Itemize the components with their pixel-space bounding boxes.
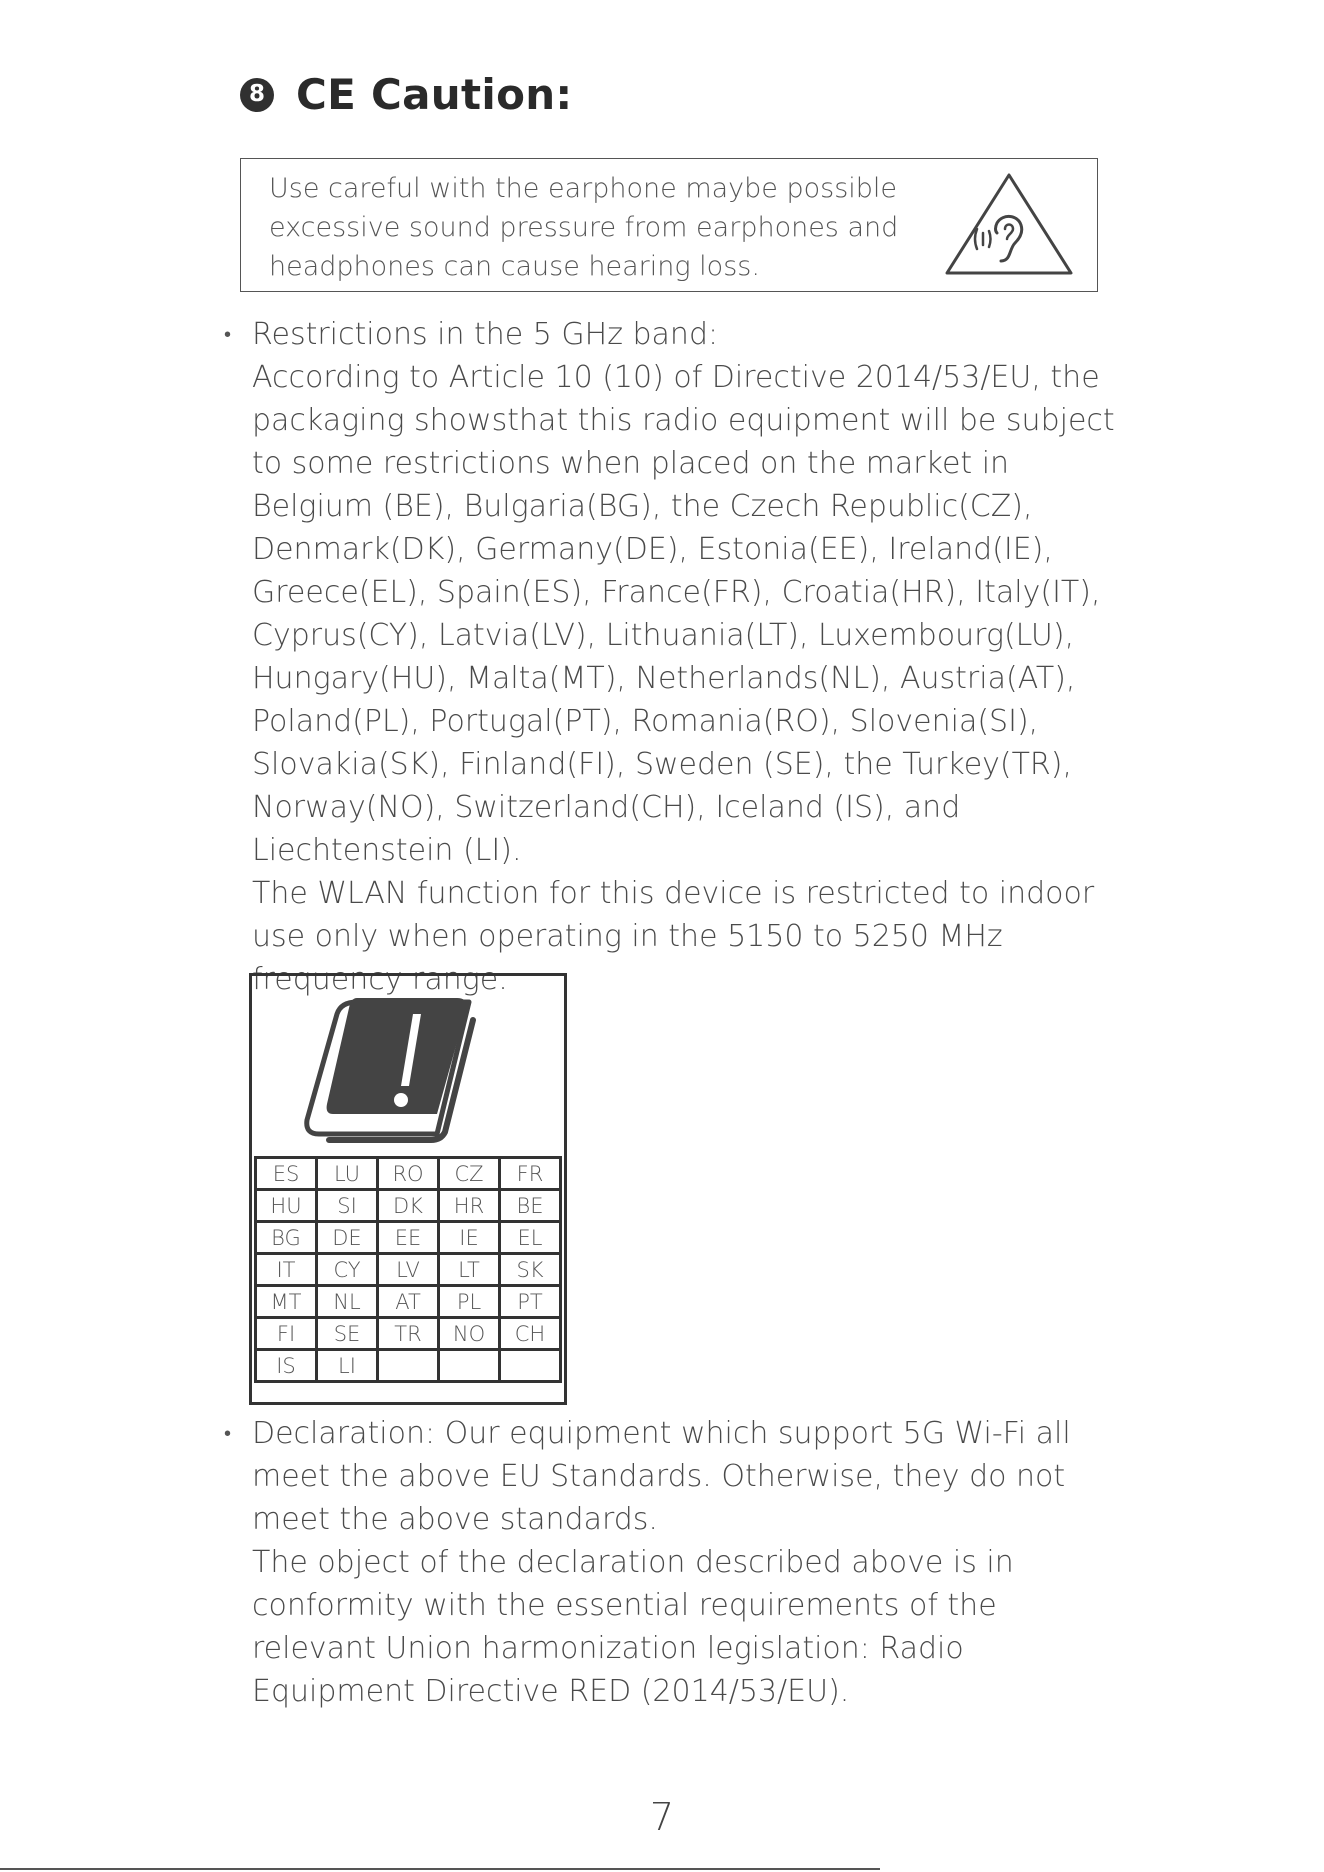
declaration-section: [224, 1412, 1124, 1713]
country-code-cell: MT: [256, 1286, 317, 1318]
warning-book-icon: [297, 984, 507, 1144]
declaration-paragraph: Declaration: Our equipment which support 5G Wi-Fi all meet the above EU Standards. Otherwise, they do not meet the above standards.: [252, 1416, 1071, 1537]
country-restriction-mark: [249, 973, 567, 1405]
section-number-badge: 8: [240, 78, 274, 112]
country-code-cell: HU: [256, 1190, 317, 1222]
section-title: CE Caution:: [296, 70, 573, 119]
country-code-cell: CY: [317, 1254, 378, 1286]
country-code-cell: IE: [439, 1222, 500, 1254]
restrictions-section: [224, 313, 1124, 1001]
bullet: •: [224, 1421, 232, 1445]
country-code-cell: SI: [317, 1190, 378, 1222]
country-code-cell: AT: [378, 1286, 439, 1318]
country-code-cell: BE: [500, 1190, 561, 1222]
country-code-cell: DE: [317, 1222, 378, 1254]
country-code-cell: ES: [256, 1158, 317, 1190]
caution-line: Use careful with the earphone maybe possible: [269, 173, 898, 204]
country-code-cell: RO: [378, 1158, 439, 1190]
country-code-cell: PT: [500, 1286, 561, 1318]
table-row: [256, 1158, 561, 1190]
table-row: [256, 1286, 561, 1318]
table-row: [256, 1190, 561, 1222]
country-code-cell: [378, 1350, 439, 1382]
country-code-cell: CH: [500, 1318, 561, 1350]
table-row: [256, 1222, 561, 1254]
country-code-cell: CZ: [439, 1158, 500, 1190]
country-code-cell: LI: [317, 1350, 378, 1382]
table-row: [256, 1254, 561, 1286]
country-code-cell: HR: [439, 1190, 500, 1222]
country-code-cell: DK: [378, 1190, 439, 1222]
caution-line: excessive sound pressure from earphones and: [269, 212, 899, 243]
conformity-paragraph: The object of the declaration described above is in conformity with the essential requirements of the relevant Union harmonization legislation: Radio Equipment Directive RED (2014/53/EU).: [252, 1545, 1014, 1709]
page-number: 7: [649, 1795, 675, 1839]
restrictions-paragraph: According to Article 10 (10) of Directive 2014/53/EU, the packaging showsthat this radio equipment will be subject to some restrictions when placed on the market in Belgium (BE), Bulgaria(BG), the Czech Republic(CZ), Denmark(DK), Germany(DE), Estonia(EE), Ireland(IE), Greece(EL), Spain(ES), France(FR), Croatia(HR), Italy(IT), Cyprus(CY), Latvia(LV), Lithuania(LT), Luxembourg(LU), Hungary(HU), Malta(MT), Netherlands(NL), Austria(AT), Poland(PL), Portugal(PT), Romania(RO), Slovenia(SI), Slovakia(SK), Finland(FI), Sweden (SE), the Turkey(TR), Norway(NO), Switzerland(CH), Iceland (IS), and Liechtenstein (LI).: [252, 360, 1115, 868]
table-row: [256, 1318, 561, 1350]
section-heading: [240, 70, 573, 119]
caution-box: [240, 158, 1098, 292]
country-code-cell: IS: [256, 1350, 317, 1382]
country-code-cell: EE: [378, 1222, 439, 1254]
country-code-cell: [500, 1350, 561, 1382]
bullet: •: [224, 322, 232, 346]
country-code-cell: PL: [439, 1286, 500, 1318]
country-code-cell: SE: [317, 1318, 378, 1350]
caution-line: headphones can cause hearing loss.: [269, 251, 760, 282]
country-code-cell: FR: [500, 1158, 561, 1190]
country-code-cell: NO: [439, 1318, 500, 1350]
country-code-cell: SK: [500, 1254, 561, 1286]
restrictions-heading: Restrictions in the 5 GHz band:: [252, 317, 719, 352]
hearing-warning-icon: [941, 169, 1077, 279]
country-code-cell: [439, 1350, 500, 1382]
country-code-cell: LU: [317, 1158, 378, 1190]
country-code-cell: LT: [439, 1254, 500, 1286]
country-code-cell: IT: [256, 1254, 317, 1286]
country-code-cell: EL: [500, 1222, 561, 1254]
country-table: [254, 1156, 562, 1383]
country-code-cell: NL: [317, 1286, 378, 1318]
country-code-cell: BG: [256, 1222, 317, 1254]
wlan-indoor-paragraph: The WLAN function for this device is restricted to indoor use only when operating in the 5150 to 5250 MHz frequency range.: [252, 876, 1095, 997]
country-code-cell: LV: [378, 1254, 439, 1286]
caution-text: [269, 169, 909, 286]
footer-rule: [0, 1868, 880, 1870]
country-code-cell: TR: [378, 1318, 439, 1350]
table-row: [256, 1350, 561, 1382]
country-code-cell: FI: [256, 1318, 317, 1350]
